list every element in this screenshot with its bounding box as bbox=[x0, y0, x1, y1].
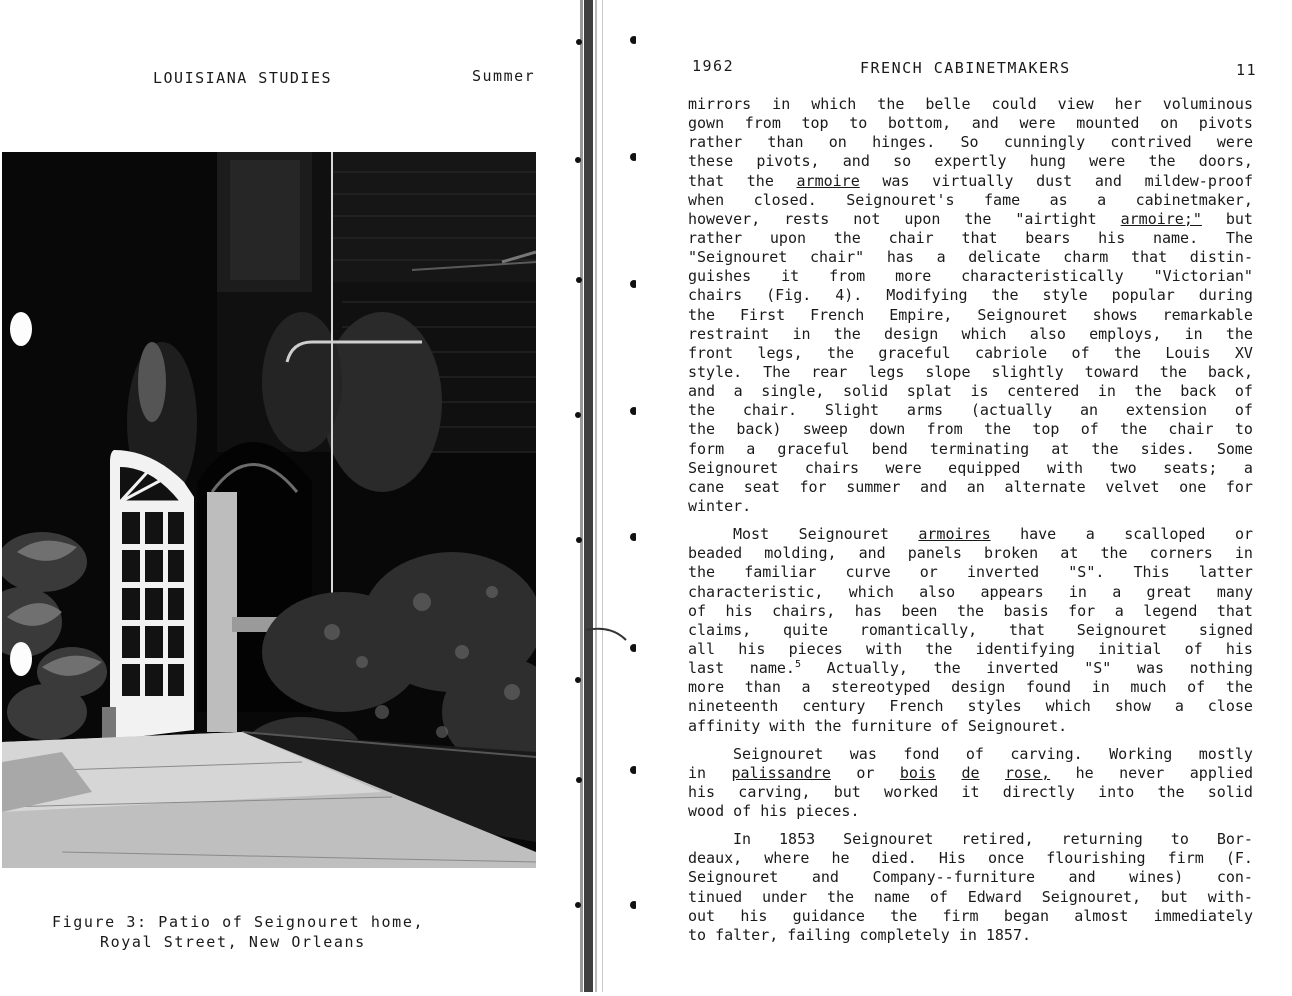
text-line: the back) sweep down from the top of the chair to bbox=[688, 420, 1253, 439]
text-line: nineteenth century French styles which show a close bbox=[688, 697, 1253, 716]
text-line: guishes it from more characteristically "Victorian" bbox=[688, 267, 1253, 286]
text-line: style. The rear legs slope slightly toward the back, bbox=[688, 362, 1253, 381]
text-line: rather than on hinges. So cunningly contrived were bbox=[688, 133, 1253, 152]
running-title-right: FRENCH CABINETMAKERS bbox=[860, 59, 1071, 77]
text-line: when closed. Seignouret's fame as a cabinetmaker, bbox=[688, 190, 1253, 209]
binder-hole bbox=[10, 312, 32, 346]
left-page bbox=[0, 0, 572, 992]
text-line: tinued under the name of Edward Seignouret, but with- bbox=[688, 887, 1253, 906]
text-line: his carving, but worked it directly into the solid bbox=[688, 782, 1253, 801]
figure-caption-line2: Royal Street, New Orleans bbox=[100, 933, 366, 951]
text-line: last name.$^5$ Actually, the inverted "S" was nothing bbox=[688, 659, 1253, 678]
text-line: out his guidance the firm began almost immediately bbox=[688, 906, 1253, 925]
text-line: characteristic, which also appears in a great many bbox=[688, 582, 1253, 601]
patio-photograph bbox=[2, 152, 536, 868]
text-line: wood of his pieces. bbox=[688, 802, 860, 821]
text-line: gown from top to bottom, and were mounted on pivots bbox=[688, 114, 1253, 133]
text-line: restraint in the design which also employs, in the bbox=[688, 324, 1253, 343]
body-text bbox=[688, 95, 1253, 945]
book-gutter bbox=[566, 0, 636, 992]
text-line: In 1853 Seignouret retired, returning to Bor- bbox=[733, 830, 1253, 849]
text-line: Seignouret and Company--furniture and wines) con- bbox=[688, 868, 1253, 887]
binder-hole bbox=[10, 642, 32, 676]
paragraph bbox=[688, 830, 1253, 945]
right-page bbox=[636, 0, 1292, 992]
text-line: beaded molding, and panels broken at the corners in bbox=[688, 544, 1253, 563]
paragraph bbox=[688, 525, 1253, 736]
page-number: 11 bbox=[1236, 61, 1258, 79]
text-line: these pivots, and so expertly hung were the doors, bbox=[688, 152, 1253, 171]
text-line: all his pieces with the identifying initial of his bbox=[688, 639, 1253, 658]
text-line: the familiar curve or inverted "S". This latter bbox=[688, 563, 1253, 582]
text-line: front legs, the graceful cabriole of the Louis XV bbox=[688, 343, 1253, 362]
text-line: Most Seignouret armoires have a scalloped or bbox=[733, 525, 1253, 544]
season-label: Summer bbox=[472, 67, 536, 85]
figure-caption-line1: Figure 3: Patio of Seignouret home, bbox=[52, 913, 425, 931]
text-line: the First French Empire, Seignouret shows remarkable bbox=[688, 305, 1253, 324]
text-line: Seignouret chairs were equipped with two seats; a bbox=[688, 458, 1253, 477]
text-line: affinity with the furniture of Seignouret. bbox=[688, 716, 1068, 735]
text-line: Seignouret was fond of carving. Working mostly bbox=[733, 744, 1253, 763]
text-line: and a single, solid splat is centered in the back of bbox=[688, 382, 1253, 401]
text-line: claims, quite romantically, that Seignouret signed bbox=[688, 620, 1253, 639]
text-line: form a graceful bend terminating at the sides. Some bbox=[688, 439, 1253, 458]
text-line: mirrors in which the belle could view her voluminous bbox=[688, 95, 1253, 113]
text-line: to falter, failing completely in 1857. bbox=[688, 925, 1032, 944]
text-line: however, rests not upon the "airtight armoire;" but bbox=[688, 209, 1253, 228]
text-line: rather upon the chair that bears his name. The bbox=[688, 228, 1253, 247]
text-line: "Seignouret chair" has a delicate charm that distin- bbox=[688, 248, 1253, 267]
text-line: deaux, where he died. His once flourishing firm (F. bbox=[688, 849, 1253, 868]
paragraph bbox=[688, 95, 1253, 516]
text-line: winter. bbox=[688, 496, 752, 515]
text-line: chairs (Fig. 4). Modifying the style popular during bbox=[688, 286, 1253, 305]
text-line: cane seat for summer and an alternate velvet one for bbox=[688, 477, 1253, 496]
text-line: of his chairs, has been the basis for a legend that bbox=[688, 601, 1253, 620]
page-year: 1962 bbox=[692, 57, 735, 75]
paragraph bbox=[688, 745, 1253, 822]
text-line: the chair. Slight arms (actually an extension of bbox=[688, 401, 1253, 420]
text-line: more than a stereotyped design found in much of the bbox=[688, 678, 1253, 697]
text-line: in palissandre or bois de rose, he never applied bbox=[688, 763, 1253, 782]
running-title-left: LOUISIANA STUDIES bbox=[153, 69, 333, 87]
text-line: that the armoire was virtually dust and mildew-proof bbox=[688, 171, 1253, 190]
